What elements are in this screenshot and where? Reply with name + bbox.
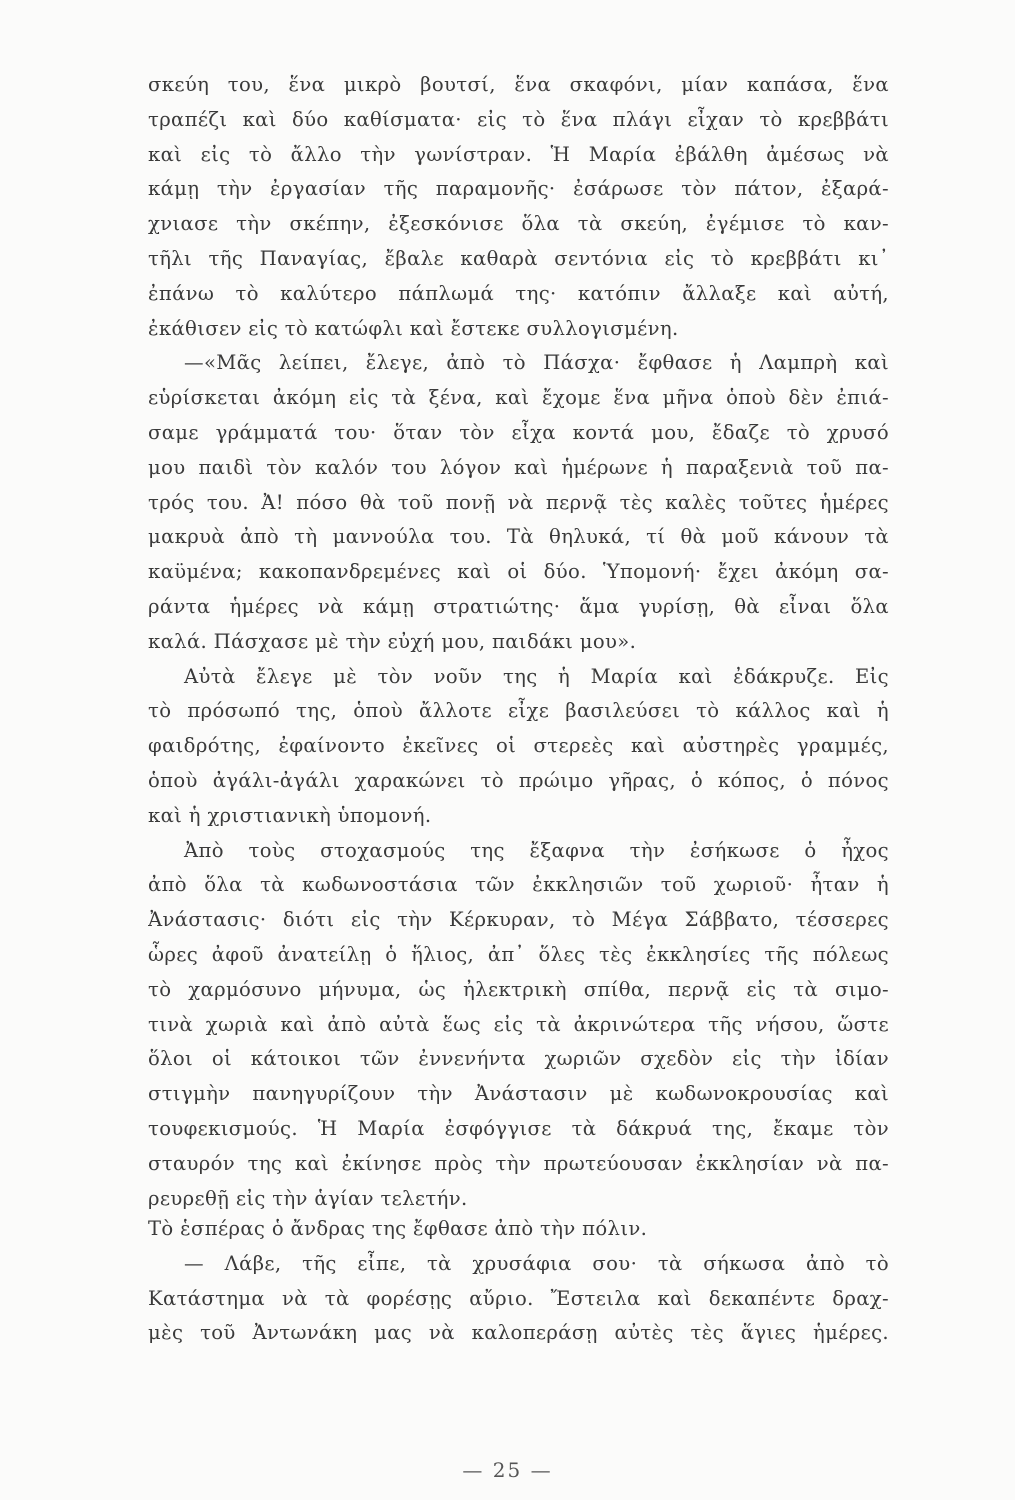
text-line: μακρυὰ ἀπὸ τὴ μαννούλα του. Τὰ θηλυκά, τί θὰ μοῦ κάνουν τὰ (148, 525, 889, 549)
text-line: τραπέζι καὶ δύο καθίσματα· εἰς τὸ ἕνα πλάγι εἶχαν τὸ κρεββάτι (148, 107, 889, 131)
text-line: Αὐτὰ ἔλεγε μὲ τὸν νοῦν της ἡ Μαρία καὶ ἐδάκρυζε. Εἰς (184, 664, 889, 688)
text-line: ἀπὸ ὅλα τὰ κωδωνοστάσια τῶν ἐκκλησιῶν τοῦ χωριοῦ· ἦταν ἡ (148, 873, 889, 897)
text-line: ἐκάθισεν εἰς τὸ κατώφλι καὶ ἔστεκε συλλογισμένη. (148, 316, 679, 340)
text-line: στιγμὴν πανηγυρίζουν τὴν Ἀνάστασιν μὲ κωδωνοκρουσίας καὶ (148, 1082, 889, 1106)
text-line: εὑρίσκεται ἀκόμη εἰς τὰ ξένα, καὶ ἔχομε ἕνα μῆνα ὁποὺ δὲν ἐπιά- (148, 386, 889, 410)
text-line: καὶ ἡ χριστιανικὴ ὑπομονή. (148, 803, 432, 827)
text-line: τινὰ χωριὰ καὶ ἀπὸ αὐτὰ ἕως εἰς τὰ ἀκρινώτερα τῆς νήσου, ὥστε (148, 1012, 889, 1036)
text-line: σταυρόν της καὶ ἐκίνησε πρὸς τὴν πρωτεύουσαν ἐκκλησίαν νὰ πα- (148, 1151, 889, 1175)
text-line: σκεύη του, ἕνα μικρὸ βουτσί, ἕνα σκαφόνι, μίαν καπάσα, ἕνα (148, 73, 889, 96)
text-line: ὁποὺ ἀγάλι-ἀγάλι χαρακώνει τὸ πρώιμο γῆρας, ὁ κόπος, ὁ πόνος (148, 768, 889, 792)
text-line: τῆλι τῆς Παναγίας, ἔβαλε καθαρὰ σεντόνια εἰς τὸ κρεββάτι κι᾿ (148, 246, 889, 270)
text-line: τὸ χαρμόσυνο μήνυμα, ὡς ἠλεκτρικὴ σπίθα, περνᾷ εἰς τὰ σιμο- (148, 977, 889, 1001)
text-line: ὅλοι οἱ κάτοικοι τῶν ἐννενήντα χωριῶν σχεδὸν εἰς τὴν ἰδίαν (148, 1047, 889, 1071)
text-line: —«Μᾶς λείπει, ἔλεγε, ἀπὸ τὸ Πάσχα· ἔφθασε ἡ Λαμπρὴ καὶ (184, 351, 889, 375)
text-line: ράντα ἡμέρες νὰ κάμῃ στρατιώτης· ἅμα γυρίσῃ, θὰ εἶναι ὅλα (148, 594, 889, 618)
text-line: μου παιδὶ τὸν καλόν του λόγον καὶ ἡμέρωνε ἡ παραξενιὰ τοῦ πα- (148, 455, 889, 479)
text-line: φαιδρότης, ἐφαίνοντο ἐκεῖνες οἱ στερεὲς καὶ αὐστηρὲς γραμμές, (148, 734, 889, 758)
text-line: καλά. Πάσχασε μὲ τὴν εὐχή μου, παιδάκι μου». (148, 629, 637, 653)
text-line: καϋμένα; κακοπανδρεμένες καὶ οἱ δύο. Ὑπομονή· ἔχει ἀκόμη σα- (148, 560, 889, 584)
text-line: ρευρεθῇ εἰς τὴν ἁγίαν τελετήν. (148, 1186, 468, 1210)
text-line: ἐπάνω τὸ καλύτερο πάπλωμά της· κατόπιν ἄλλαξε καὶ αὐτή, (148, 281, 889, 305)
closing-text-block (148, 1212, 889, 1351)
text-line: Τὸ ἑσπέρας ὁ ἄνδρας της ἔφθασε ἀπὸ τὴν πόλιν. (148, 1217, 648, 1240)
page-number: — 25 — (462, 1458, 553, 1482)
text-line: καὶ εἰς τὸ ἄλλο τὴν γωνίστραν. Ἡ Μαρία ἐβάλθη ἀμέσως νὰ (148, 142, 889, 166)
text-line: ὧρες ἀφοῦ ἀνατείλῃ ὁ ἥλιος, ἀπ᾿ ὅλες τὲς ἐκκλησίες τῆς πόλεως (148, 942, 889, 966)
text-line: σαμε γράμματά του· ὅταν τὸν εἶχα κοντά μου, ἔδαζε τὸ χρυσό (148, 420, 889, 444)
text-line: τὸ πρόσωπό της, ὁποὺ ἄλλοτε εἶχε βασιλεύσει τὸ κάλλος καὶ ἡ (148, 699, 889, 723)
text-line: τρός του. Ἀ! πόσο θὰ τοῦ πονῇ νὰ περνᾷ τὲς καλὲς τοῦτες ἡμέρες (148, 490, 889, 514)
text-line: τουφεκισμούς. Ἡ Μαρία ἐσφόγγισε τὰ δάκρυά της, ἔκαμε τὸν (148, 1116, 889, 1140)
text-line: Ἀνάστασις· διότι εἰς τὴν Κέρκυραν, τὸ Μέγα Σάββατο, τέσσερες (148, 908, 889, 932)
text-line: Κατάστημα νὰ τὰ φορέσῃς αὔριο. Ἔστειλα καὶ δεκαπέντε δραχ- (148, 1286, 889, 1310)
text-line: κάμῃ τὴν ἐργασίαν τῆς παραμονῆς· ἐσάρωσε τὸν πάτον, ἐξαρά- (148, 177, 889, 201)
main-text-block (148, 68, 889, 1216)
text-line: Ἀπὸ τοὺς στοχασμούς της ἔξαφνα τὴν ἐσήκωσε ὁ ἦχος (184, 838, 889, 862)
text-line: — Λάβε, τῆς εἶπε, τὰ χρυσάφια σου· τὰ σήκωσα ἀπὸ τὸ (184, 1251, 889, 1275)
text-line: μὲς τοῦ Ἀντωνάκη μας νὰ καλοπεράσῃ αὐτὲς τὲς ἅγιες ἡμέρες. (148, 1321, 889, 1345)
text-line: χνιασε τὴν σκέπην, ἐξεσκόνισε ὅλα τὰ σκεύη, ἐγέμισε τὸ καν- (148, 212, 889, 236)
